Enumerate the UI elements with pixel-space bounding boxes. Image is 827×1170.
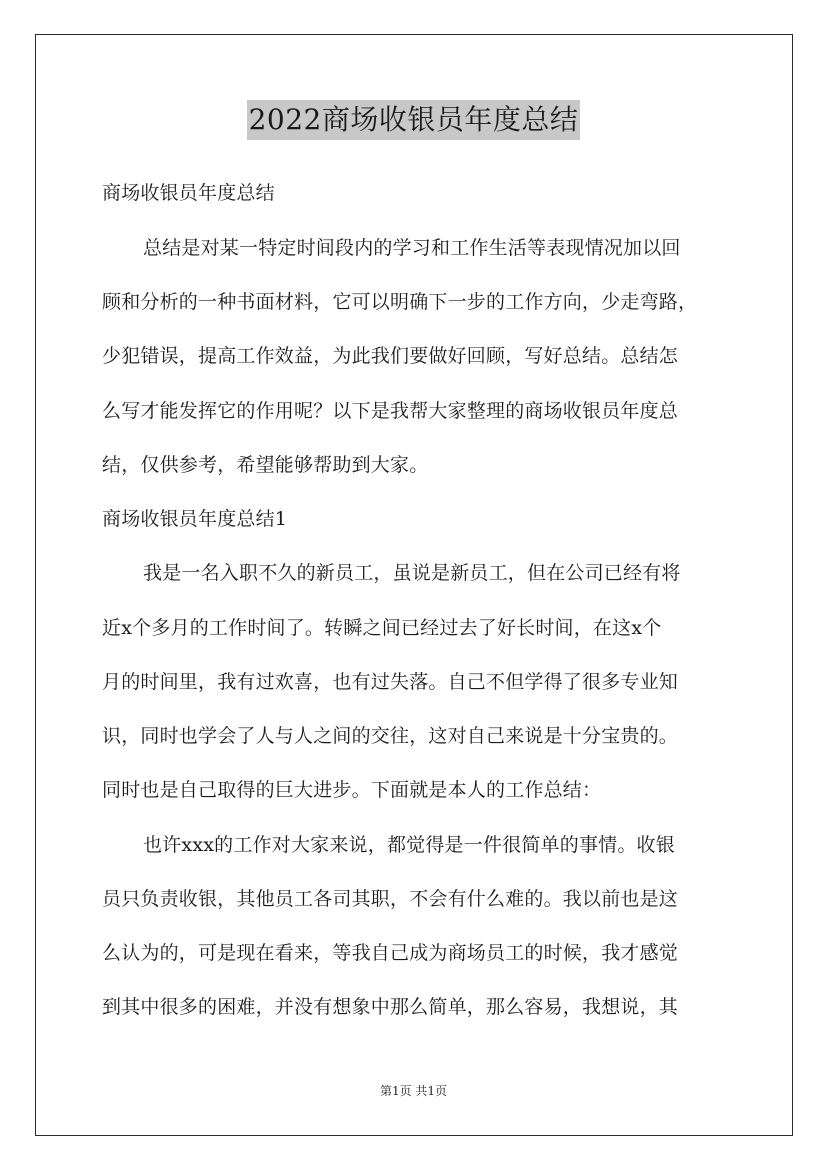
paragraph-line: 到其中很多的困难，并没有想象中那么简单，那么容易，我想说，其 bbox=[102, 996, 679, 1018]
paragraph-line: 识，同时也学会了人与人之间的交往，这对自己来说是十分宝贵的。 bbox=[102, 725, 679, 747]
paragraph-line: 近x个多月的工作时间了。转瞬之间已经过去了好长时间，在这x个 bbox=[102, 617, 662, 639]
section-heading: 商场收银员年度总结 bbox=[102, 182, 275, 204]
paragraph-line: 么写才能发挥它的作用呢？以下是我帮大家整理的商场收银员年度总 bbox=[102, 400, 679, 422]
paragraph-line: 结，仅供参考，希望能够帮助到大家。 bbox=[102, 454, 429, 476]
paragraph-line: 我是一名入职不久的新员工，虽说是新员工，但在公司已经有将 bbox=[143, 562, 681, 584]
paragraph-line: 总结是对某一特定时间段内的学习和工作生活等表现情况加以回 bbox=[143, 237, 681, 259]
title-container bbox=[0, 100, 827, 140]
page-number-footer: 第1页 共1页 bbox=[379, 1084, 448, 1098]
paragraph-line: 也许xxx的工作对大家来说，都觉得是一件很简单的事情。收银 bbox=[143, 834, 675, 856]
section-heading: 商场收银员年度总结1 bbox=[102, 508, 288, 530]
document-title: 2022商场收银员年度总结 bbox=[247, 100, 581, 140]
paragraph-line: 少犯错误，提高工作效益，为此我们要做好回顾，写好总结。总结怎 bbox=[102, 345, 679, 367]
paragraph-line: 同时也是自己取得的巨大进步。下面就是本人的工作总结： bbox=[102, 779, 602, 801]
paragraph-line: 月的时间里，我有过欢喜，也有过失落。自己不但学得了很多专业知 bbox=[102, 671, 679, 693]
paragraph-line: 顾和分析的一种书面材料，它可以明确下一步的工作方向，少走弯路， bbox=[102, 291, 698, 313]
paragraph-line: 么认为的，可是现在看来，等我自己成为商场员工的时候，我才感觉 bbox=[102, 942, 679, 964]
paragraph-line: 员只负责收银，其他员工各司其职，不会有什么难的。我以前也是这 bbox=[102, 888, 679, 910]
